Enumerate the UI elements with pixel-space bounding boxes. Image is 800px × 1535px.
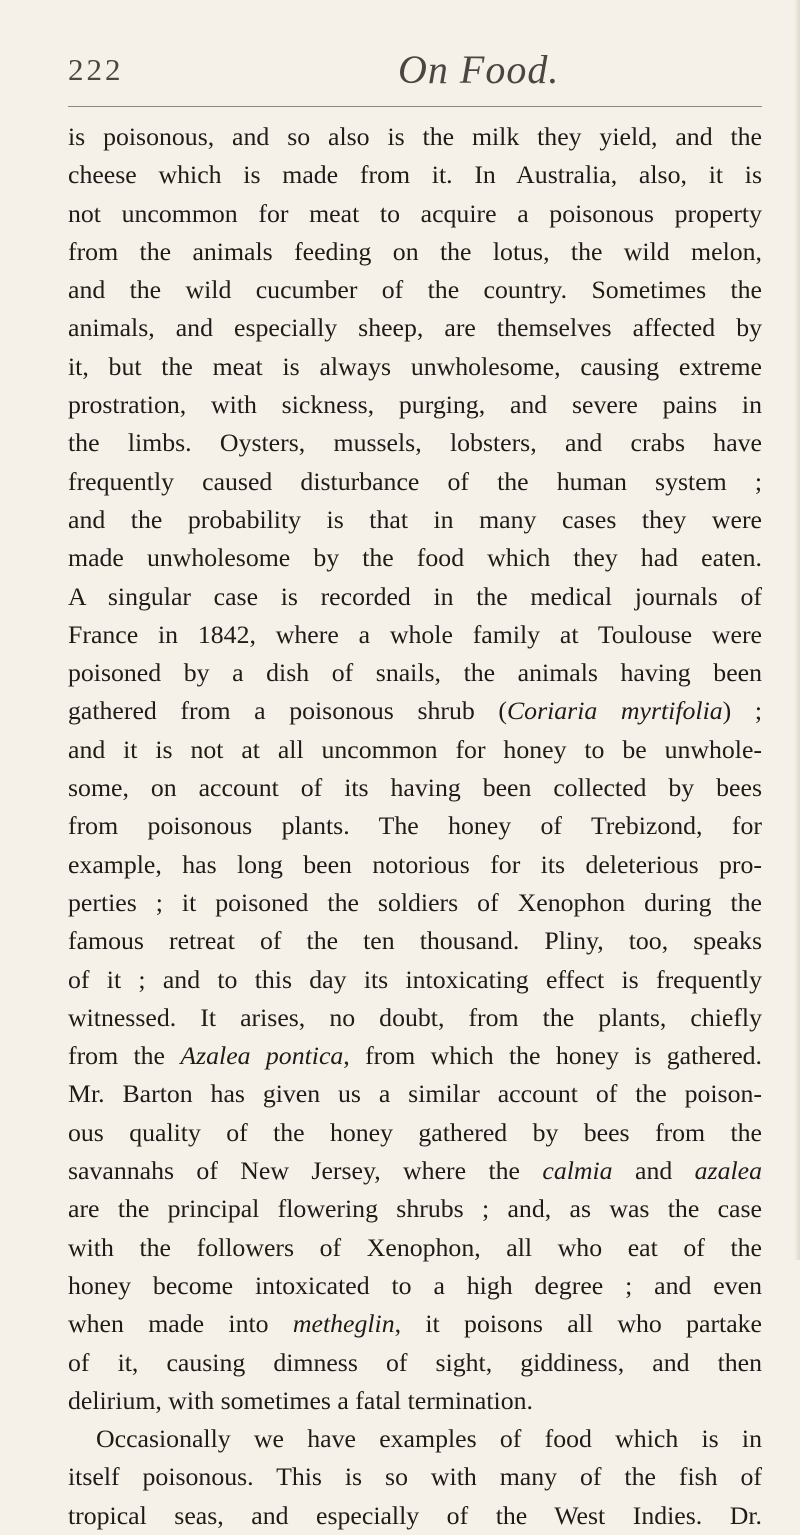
text-line: from the animals feeding on the lotus, the wild melon, [68,236,762,266]
text-line: it, but the meat is always unwholesome, causing extreme [68,351,762,381]
text-run: , from which the honey is gathered. [343,1041,762,1071]
text-line: A singular case is recorded in the medical journals of [68,581,762,611]
text-line-with-italic [68,692,762,730]
text-line: poisoned by a dish of snails, the animals having been [68,658,762,688]
running-head: On Food. [398,47,560,92]
text-line: are the principal flowering shrubs ; and, as was the case [68,1194,762,1224]
text-line: tropical seas, and especially of the West Indies. Dr. [68,1500,762,1530]
text-line: prostration, with sickness, purging, and severe pains in [68,390,762,420]
text-line: animals, and especially sheep, are themselves affected by [68,313,762,343]
italic-term: Azalea pontica [180,1041,344,1071]
text-line: Mr. Barton has given us a similar account of the poison- [68,1079,762,1109]
italic-term: metheglin [292,1309,395,1339]
text-run: savannahs of New Jersey, where the [68,1156,543,1186]
italic-term: azalea [694,1156,762,1186]
text-line: perties ; it poisoned the soldiers of Xenophon during the [68,887,762,917]
text-run: when made into [68,1309,293,1339]
text-run: , it poisons all who partake [394,1309,762,1339]
header-rule [68,106,762,107]
text-line: made unwholesome by the food which they had eaten. [68,543,762,573]
text-line: and the wild cucumber of the country. Sometimes the [68,275,762,305]
text-line: France in 1842, where a whole family at Toulouse were [68,619,762,649]
text-line: some, on account of its having been collected by bees [68,773,762,803]
italic-term: calmia [542,1156,613,1186]
text-line: ous quality of the honey gathered by bees from the [68,1117,762,1147]
text-line: example, has long been notorious for its deleterious pro- [68,849,762,879]
text-line: frequently caused disturbance of the human system ; [68,466,762,496]
text-run: from the [68,1041,181,1071]
text-line: with the followers of Xenophon, all who eat of the [68,1232,762,1262]
text-line: of it, causing dimness of sight, giddiness, and then [68,1347,762,1377]
text-line: not uncommon for meat to acquire a poisonous property [68,198,762,228]
text-run: gathered from a poisonous shrub ( [68,696,507,726]
text-line-with-italic [68,1037,762,1075]
text-line: of it ; and to this day its intoxicating effect is frequently [68,964,762,994]
text-line: witnessed. It arises, no doubt, from the plants, chiefly [68,1002,762,1032]
text-line: the limbs. Oysters, mussels, lobsters, and crabs have [68,428,762,458]
text-line: famous retreat of the ten thousand. Pliny, too, speaks [68,926,762,956]
text-run: ) ; [722,696,762,726]
text-line: cheese which is made from it. In Australia, also, it is [68,160,762,190]
text-line: from poisonous plants. The honey of Trebizond, for [68,811,762,841]
body-text [68,118,762,1535]
text-run: and [612,1156,695,1186]
paragraph-start-line: Occasionally we have examples of food which is in [96,1424,762,1454]
text-line: itself poisonous. This is so with many of the fish of [68,1462,762,1492]
paragraph-end-line: delirium, with sometimes a fatal termination. [68,1385,533,1415]
page-header [68,40,762,104]
text-line-with-italic [68,1152,762,1190]
text-line: is poisonous, and so also is the milk they yield, and the [68,122,762,151]
text-line-with-italic [68,1305,762,1343]
text-line: and it is not at all uncommon for honey to be unwhole- [68,734,762,764]
paper-edge-shadow [794,0,800,1260]
text-line: honey become intoxicated to a high degree ; and even [68,1270,762,1300]
italic-term: Coriaria myrtifolia [506,696,723,726]
text-line: and the probability is that in many cases they were [68,504,762,534]
page-number: 222 [68,52,124,87]
